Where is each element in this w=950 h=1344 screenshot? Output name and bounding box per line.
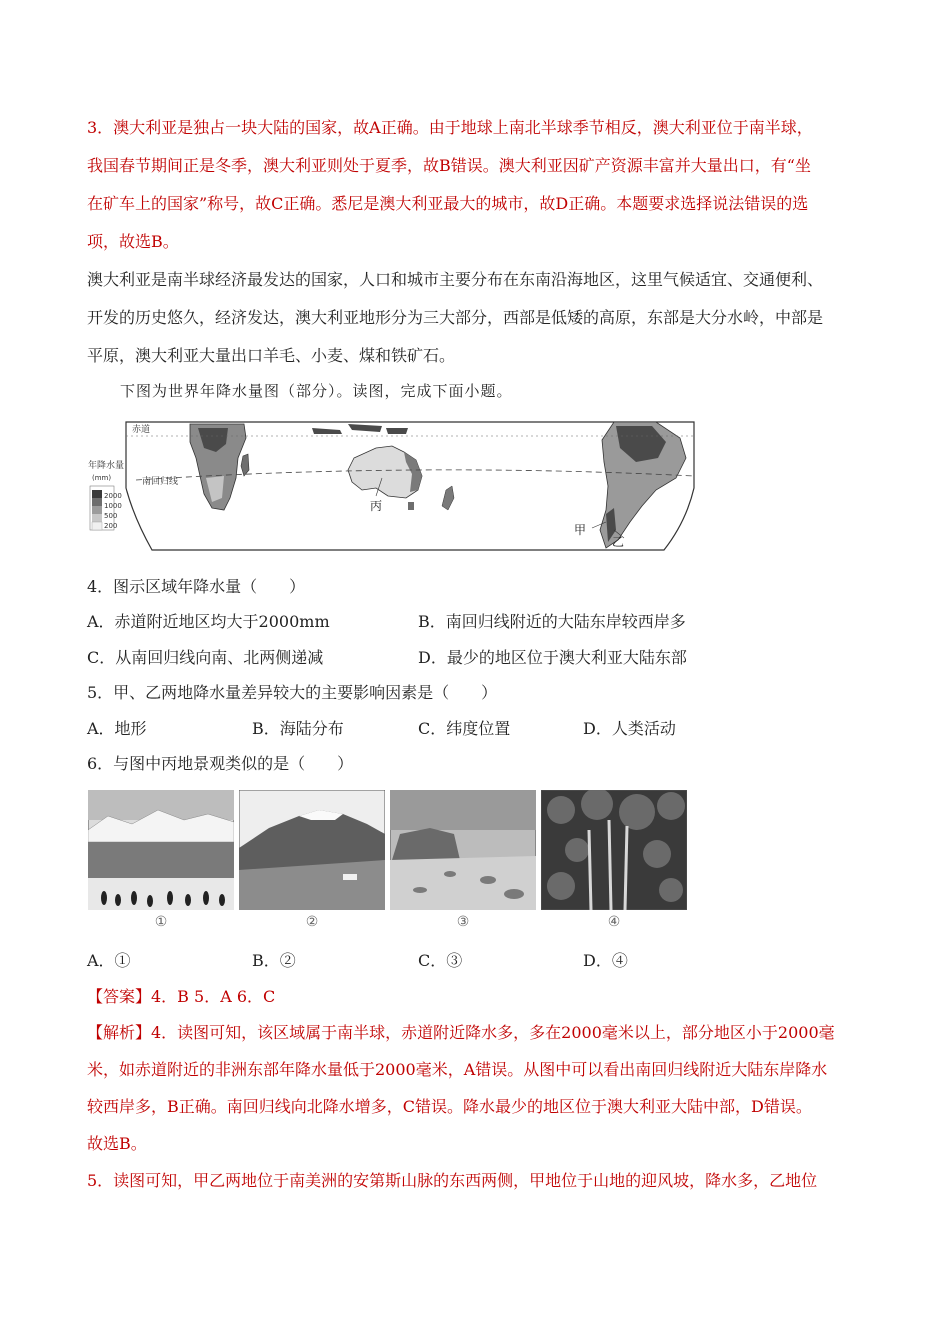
- answer-3-line-3: 在矿车上的国家”称号，故C正确。悉尼是澳大利亚最大的城市，故D正确。本题要求选择说法错误的选: [87, 194, 809, 213]
- photo-4-label: ④: [607, 914, 621, 930]
- q6-option-b: B．②: [252, 951, 296, 970]
- answer-line: 【答案】4．B 5．A 6．C: [87, 987, 276, 1006]
- q6-option-d: D．④: [583, 951, 628, 970]
- legend-swatch-4: [92, 514, 102, 522]
- answer-3-line-1: 3．澳大利亚是独占一块大陆的国家，故A正确。由于地球上南北半球季节相反，澳大利亚位于南半球，: [87, 118, 813, 137]
- legend-swatch-3: [92, 506, 102, 514]
- photo-1-label: ①: [154, 914, 168, 930]
- q6-stem: 6．与图中丙地景观类似的是（ ）: [87, 754, 354, 773]
- analysis-5-line-1: 5．读图可知，甲乙两地位于南美洲的安第斯山脉的东西两侧，甲地位于山地的迎风坡，降水多，乙地位: [87, 1171, 818, 1190]
- info-line-3: 平原，澳大利亚大量出口羊毛、小麦、煤和铁矿石。: [87, 346, 456, 365]
- equator-label: 赤道: [132, 425, 151, 435]
- precipitation-map: [86, 418, 698, 554]
- landscape-photos: [88, 790, 690, 935]
- photo-3-label: ③: [456, 914, 470, 930]
- q5-stem: 5．甲、乙两地降水量差异较大的主要影响因素是（ ）: [87, 683, 498, 702]
- island-3: [386, 428, 408, 434]
- q6-option-a: A．①: [87, 951, 131, 970]
- q5-option-d: D．人类活动: [583, 719, 676, 738]
- answer-3-line-4: 项，故选B。: [87, 232, 179, 251]
- q5-option-c: C．纬度位置: [418, 719, 511, 738]
- label-jia: 甲: [574, 523, 587, 537]
- q6-option-c: C．③: [418, 951, 463, 970]
- legend-unit: (mm): [92, 474, 112, 482]
- info-line-1: 澳大利亚是南半球经济最发达的国家，人口和城市主要分布在东南沿海地区，这里气候适宜、交通便利、: [87, 270, 824, 289]
- answer-3-line-2: 我国春节期间正是冬季，澳大利亚则处于夏季，故B错误。澳大利亚因矿产资源丰富并大量出口，有“坐: [87, 156, 811, 175]
- photo-3-desert: [390, 790, 536, 930]
- legend-swatch-1: [92, 490, 102, 498]
- label-yi: 乙: [612, 535, 625, 549]
- analysis-4-line-4: 故选B。: [87, 1134, 147, 1153]
- legend-title: 年降水量: [88, 461, 125, 471]
- q4-option-d: D．最少的地区位于澳大利亚大陆东部: [418, 648, 687, 667]
- legend-swatch-2: [92, 498, 102, 506]
- q5-option-b: B．海陆分布: [252, 719, 344, 738]
- q4-stem: 4．图示区域年降水量（ ）: [87, 577, 306, 596]
- photo-1-polar: [88, 790, 234, 930]
- legend-value-3: 500: [104, 512, 118, 520]
- legend-value-1: 2000: [104, 492, 122, 500]
- legend-value-4: 200: [104, 522, 118, 530]
- photo-2-mountain: [239, 790, 385, 930]
- photo-4-forest: [541, 790, 687, 930]
- q4-option-a: A．赤道附近地区均大于2000mm: [87, 612, 330, 631]
- analysis-4-line-1: 【解析】4．读图可知，该区域属于南半球，赤道附近降水多，多在2000毫米以上，部分地区小于2000毫: [87, 1023, 835, 1042]
- analysis-4-line-3: 较西岸多，B正确。南回归线向北降水增多，C错误。降水最少的地区位于澳大利亚大陆中部，D错误。: [87, 1097, 812, 1116]
- analysis-4-line-2: 米，如赤道附近的非洲东部年降水量低于2000毫米，A错误。从图中可以看出南回归线附近大陆东岸降水: [87, 1060, 828, 1079]
- q5-option-a: A．地形: [87, 719, 147, 738]
- q4-option-c: C．从南回归线向南、北两侧递减: [87, 648, 324, 667]
- legend-swatch-5: [92, 522, 102, 530]
- legend-value-2: 1000: [104, 502, 122, 510]
- tasmania: [408, 502, 414, 510]
- q4-option-b: B．南回归线附近的大陆东岸较西岸多: [418, 612, 686, 631]
- photo-2-label: ②: [305, 914, 319, 930]
- info-line-2: 开发的历史悠久，经济发达，澳大利亚地形分为三大部分，西部是低矮的高原，东部是大分水岭，中部是: [87, 308, 824, 327]
- tropic-label: 南回归线: [142, 477, 179, 487]
- label-bing: 丙: [370, 499, 383, 513]
- intro-text: 下图为世界年降水量图（部分）。读图，完成下面小题。: [120, 382, 513, 400]
